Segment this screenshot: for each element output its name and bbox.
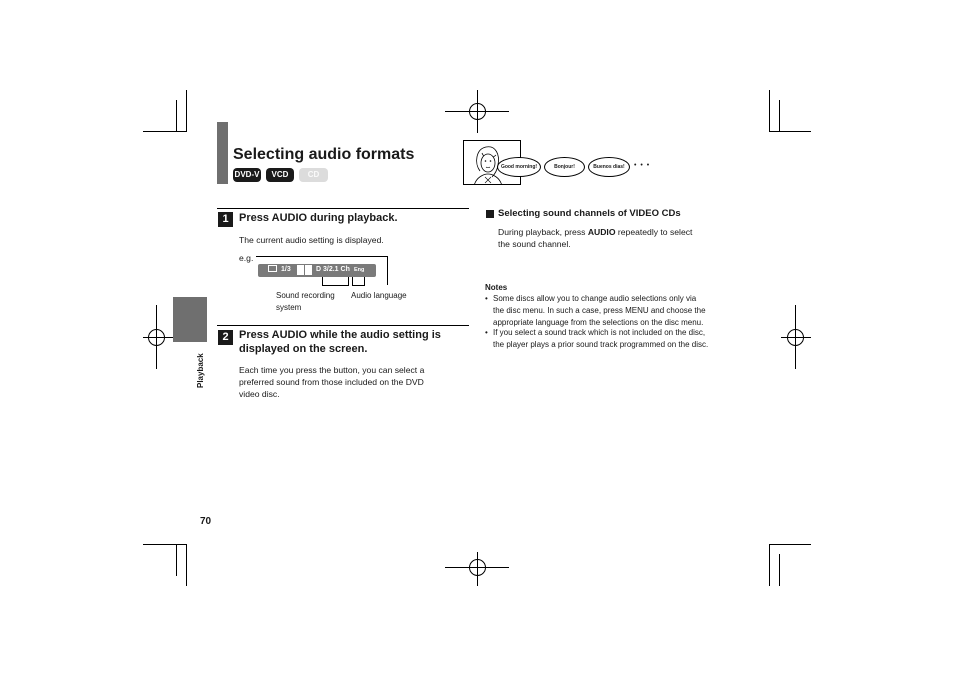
recording-bracket-right (348, 277, 349, 286)
step1-heading: Press AUDIO during playback. (239, 212, 398, 224)
note1-line1: Some discs allow you to change audio selections only via (493, 294, 697, 303)
speech-bubble-french: Bonjour! (544, 157, 585, 177)
language-bracket-bottom (352, 285, 364, 286)
audio-track-icon (268, 265, 277, 272)
dolby-right-icon (305, 265, 312, 275)
section-tab-label: Playback (196, 353, 205, 388)
section-square-bullet (486, 210, 494, 218)
step2-heading-line2: displayed on the screen. (239, 343, 368, 355)
ellipsis-dots: • • • (634, 162, 651, 169)
recording-bracket-bottom (322, 285, 348, 286)
callout-language: Audio language (351, 291, 407, 300)
badge-dvd-v: DVD-V (233, 168, 261, 182)
note1-line3: appropriate language from the selections on the disc menu. (493, 318, 704, 327)
eg-label: e.g. (239, 253, 254, 263)
badge-vcd: VCD (266, 168, 294, 182)
step2-rule (217, 325, 469, 326)
track-number: 1/3 (281, 266, 291, 273)
badge-cd: CD (299, 168, 328, 182)
audio-setting-display (258, 264, 376, 277)
dolby-left-icon (297, 265, 304, 275)
audio-language-code: Eng (354, 267, 365, 273)
callout-recording-line2: system (276, 303, 302, 312)
vcd-text-line2: the sound channel. (498, 239, 571, 249)
note2-line2: the player plays a prior sound track programmed on the disc. (493, 340, 709, 349)
page-number: 70 (200, 516, 212, 527)
page-title: Selecting audio formats (233, 146, 415, 163)
speech-bubble-english: Good morning! (497, 157, 541, 177)
section-tab-block (173, 297, 207, 342)
eg-pointer-line (256, 256, 387, 257)
step1-number: 1 (218, 212, 233, 227)
speech-bubble-spanish: Buenos dias! (588, 157, 630, 177)
recording-format: D 3/2.1 Ch (316, 266, 350, 273)
step1-rule (217, 208, 469, 209)
note-bullet-1: • (485, 294, 488, 303)
callout-recording-line1: Sound recording (276, 291, 335, 300)
vcd-section-heading: Selecting sound channels of VIDEO CDs (498, 208, 681, 219)
eg-pointer-drop (387, 256, 388, 285)
note-bullet-2: • (485, 328, 488, 337)
title-accent-bar (217, 122, 228, 184)
step1-text: The current audio setting is displayed. (239, 235, 384, 245)
vcd-text-line1: During playback, press AUDIO repeatedly to select (498, 227, 693, 237)
step2-text-line2: preferred sound from those included on the DVD (239, 377, 424, 387)
note2-line1: If you select a sound track which is not included on the disc, (493, 328, 706, 337)
notes-heading: Notes (485, 283, 508, 292)
step2-text-line1: Each time you press the button, you can select a (239, 365, 425, 375)
step2-text-line3: video disc. (239, 389, 280, 399)
step2-number: 2 (218, 330, 233, 345)
step2-heading-line1: Press AUDIO while the audio setting is (239, 329, 441, 341)
note1-line2: the disc menu. In such a case, press MENU and choose the (493, 306, 706, 315)
language-bracket-right (364, 277, 365, 286)
